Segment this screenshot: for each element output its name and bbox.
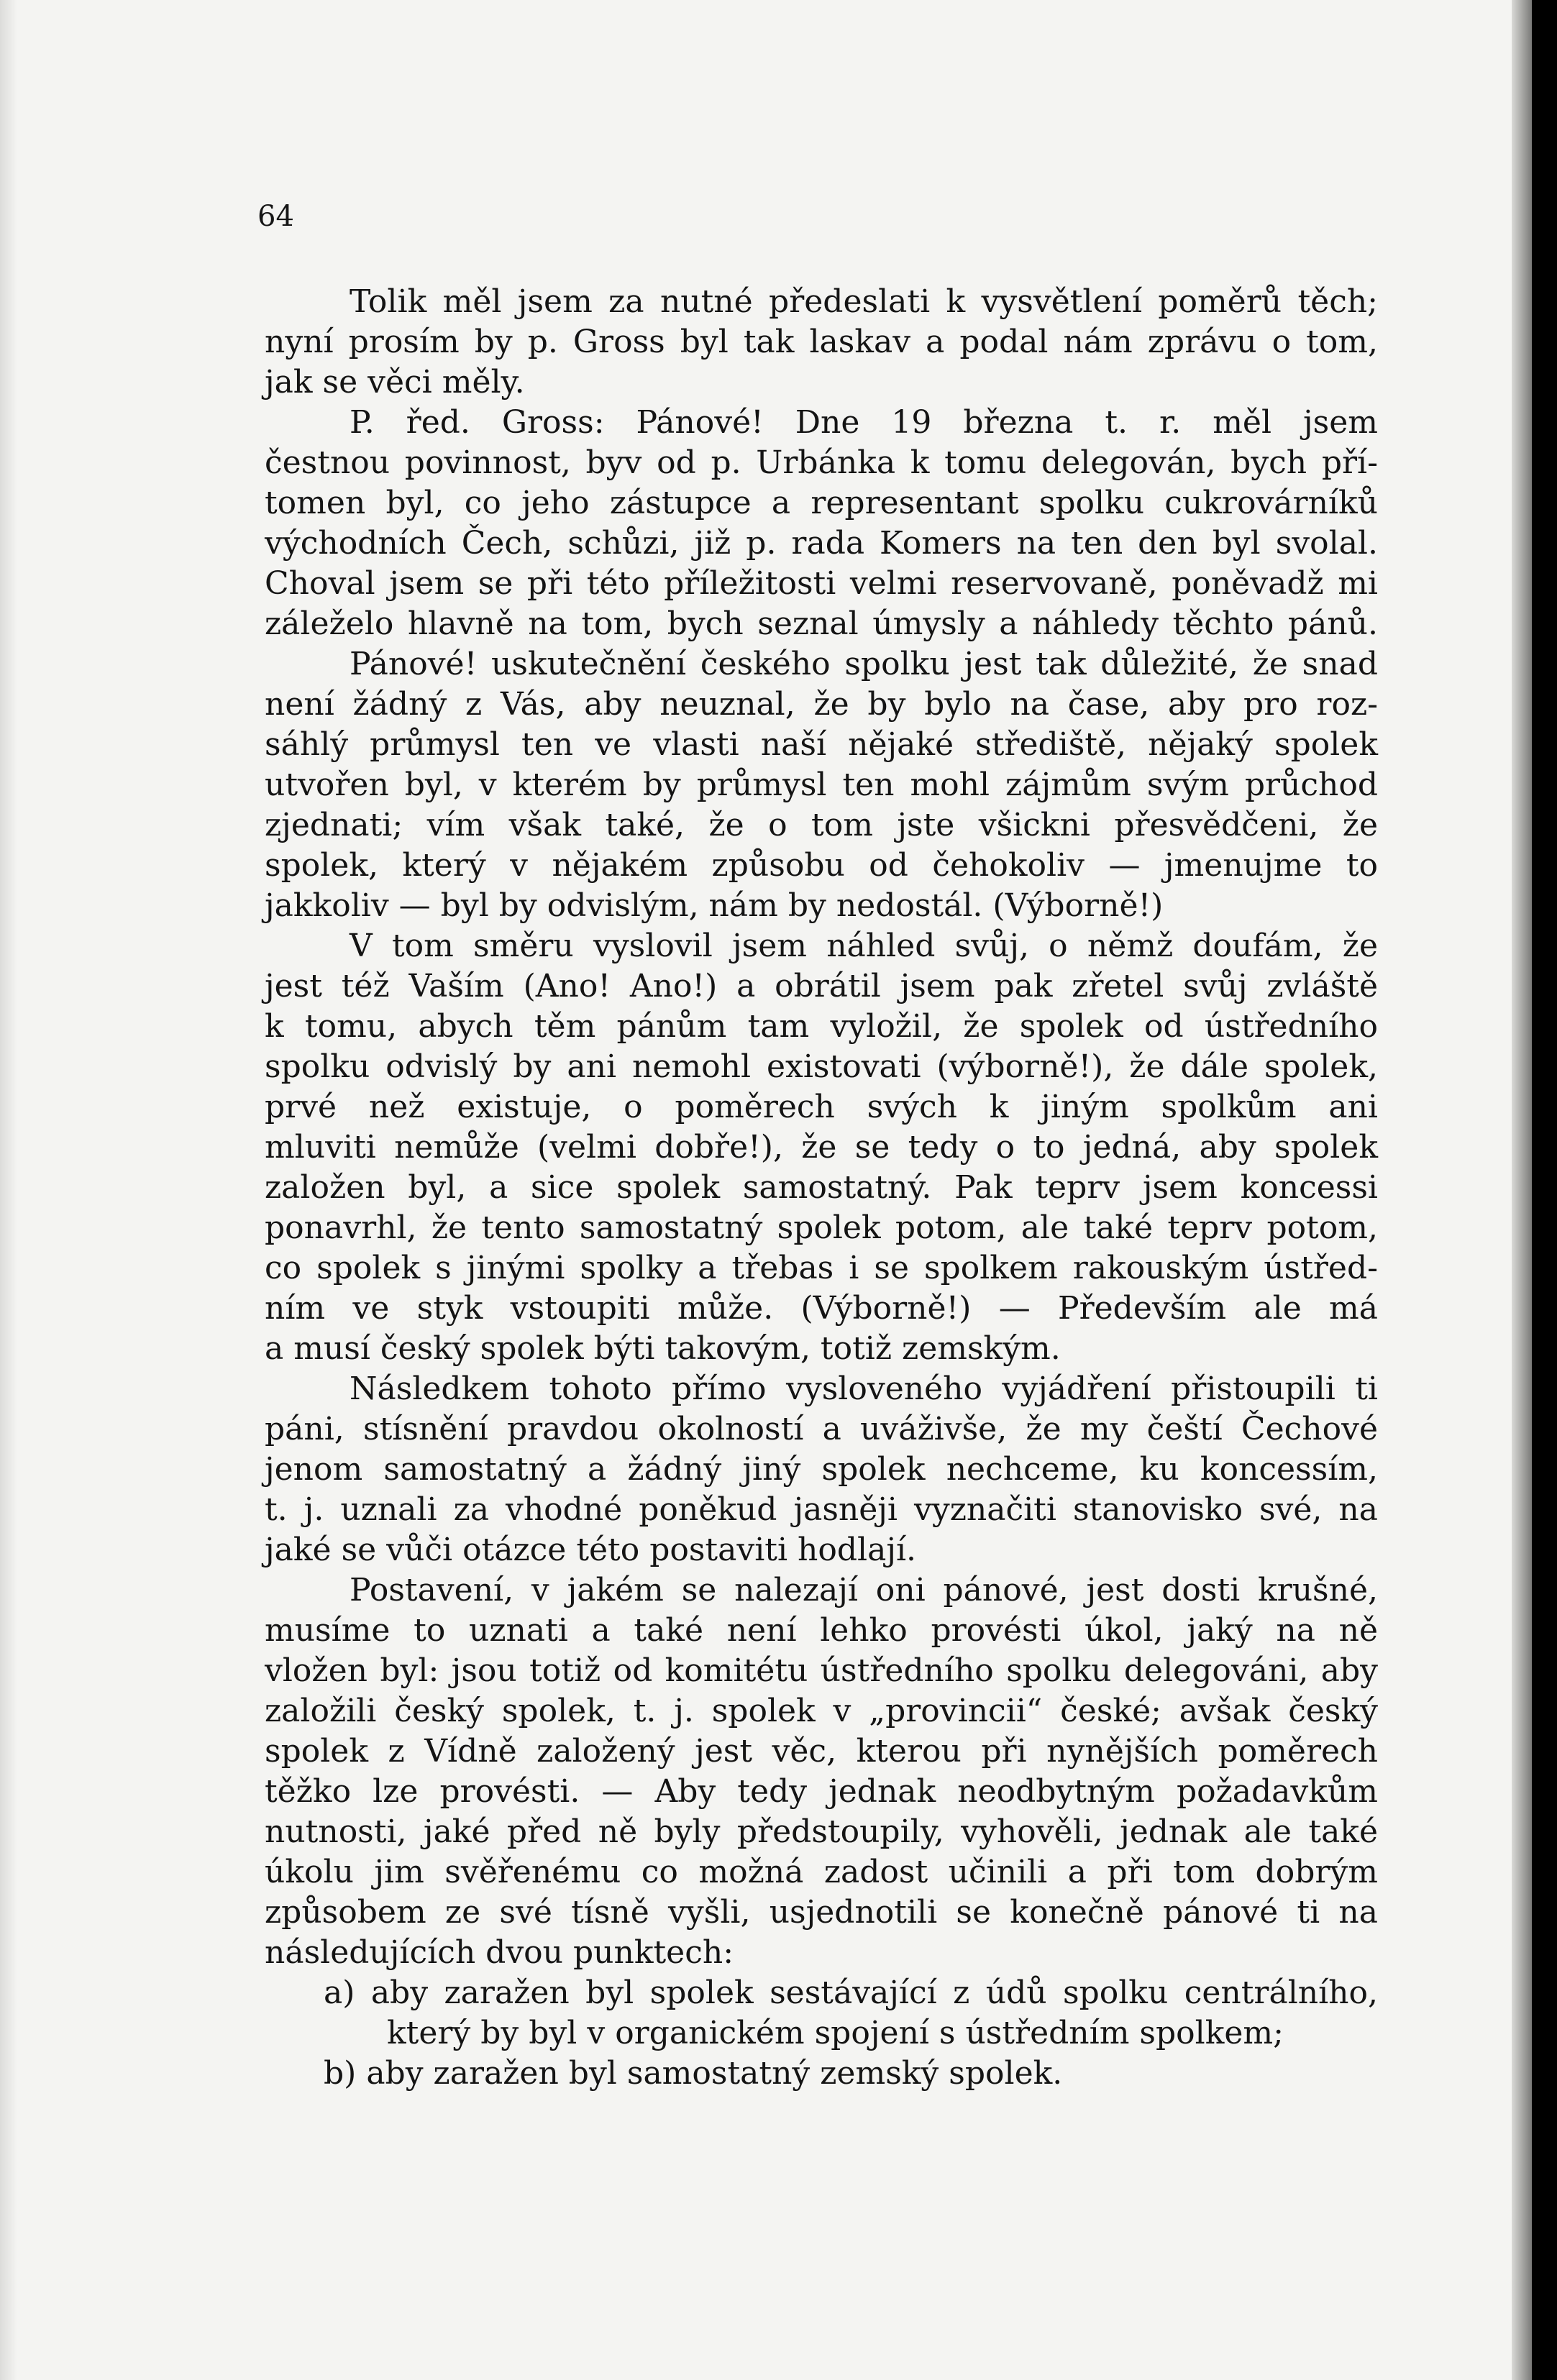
- text-line: není žádný z Vás, aby neuznal, že by bylo na čase, aby pro roz-: [265, 686, 1378, 723]
- text-line: Postavení, v jakém se nalezají oni pánové, jest dosti krušné,: [350, 1572, 1378, 1608]
- text-line: ponavrhl, že tento samostatný spolek potom, ale také teprv potom,: [265, 1209, 1378, 1246]
- text-line: Choval jsem se při této příležitosti velmi reservovaně, poněvadž mi: [265, 565, 1378, 602]
- text-line: prvé než existuje, o poměrech svých k jiným spolkům ani: [265, 1089, 1378, 1125]
- text-line: spolku odvislý by ani nemohl existovati (výborně!), že dále spolek,: [265, 1048, 1378, 1085]
- text-line: těžko lze provésti. — Aby tedy jednak neodbytným požadavkům: [265, 1773, 1378, 1810]
- text-line: čestnou povinnost, byv od p. Urbánka k tomu delegován, bych pří-: [265, 444, 1378, 481]
- text-line: nutnosti, jaké před ně byly předstoupily, vyhověli, jednak ale také: [265, 1813, 1378, 1850]
- text-line: jakkoliv — byl by odvislým, nám by nedostál. (Výborně!): [265, 887, 1164, 924]
- text-line: ním ve styk vstoupiti může. (Výborně!) — Především ale má: [265, 1290, 1378, 1327]
- page-edge-shadow: [1512, 0, 1532, 2380]
- text-line: Následkem tohoto přímo vysloveného vyjádření přistoupili ti: [350, 1370, 1378, 1407]
- text-line: mluviti nemůže (velmi dobře!), že se tedy o to jedná, aby spolek: [265, 1129, 1378, 1166]
- text-line: založen byl, a sice spolek samostatný. Pak teprv jsem koncessi: [265, 1169, 1378, 1206]
- text-line: jenom samostatný a žádný jiný spolek nechceme, ku koncessím,: [265, 1451, 1378, 1488]
- text-line: následujících dvou punktech:: [265, 1934, 734, 1971]
- text-line: jaké se vůči otázce této postaviti hodlají.: [265, 1532, 917, 1568]
- text-line: sáhlý průmysl ten ve vlasti naší nějaké střediště, nějaký spolek: [265, 726, 1378, 763]
- text-line: jest též Vaším (Ano! Ano!) a obrátil jsem pak zřetel svůj zvláště: [265, 968, 1378, 1004]
- text-line: Pánové! uskutečnění českého spolku jest tak důležité, že snad: [350, 646, 1378, 682]
- text-line: utvořen byl, v kterém by průmysl ten mohl zájmům svým průchod: [265, 766, 1378, 803]
- text-line: a musí český spolek býti takovým, totiž zemským.: [265, 1330, 1061, 1367]
- text-line: spolek, který v nějakém způsobu od čehokoliv — jmenujme to: [265, 847, 1378, 884]
- text-line: P. řed. Gross: Pánové! Dne 19 března t. r. měl jsem: [350, 404, 1378, 441]
- text-line: založili český spolek, t. j. spolek v „provincii“ české; avšak český: [265, 1693, 1378, 1729]
- text-line: nyní prosím by p. Gross byl tak laskav a podal nám zprávu o tom,: [265, 324, 1378, 360]
- list-item: a) aby zaražen byl spolek sestávající z údů spolku centrálního,: [324, 1974, 1378, 2011]
- text-line: Tolik měl jsem za nutné předeslati k vysvětlení poměrů těch;: [350, 283, 1378, 320]
- text-line: V tom směru vyslovil jsem náhled svůj, o němž doufám, že: [350, 928, 1378, 964]
- text-line: co spolek s jinými spolky a třebas i se spolkem rakouským ústřed-: [265, 1250, 1378, 1286]
- text-line: východních Čech, schůzi, již p. rada Komers na ten den byl svolal.: [265, 525, 1378, 562]
- text-line: jak se věci měly.: [265, 364, 525, 401]
- body-text: [265, 282, 1378, 2094]
- page-number: 64: [257, 200, 294, 233]
- text-line: páni, stísnění pravdou okolností a uváživše, že my čeští Čechové: [265, 1411, 1378, 1447]
- text-line: k tomu, abych těm pánům tam vyložil, že spolek od ústředního: [265, 1008, 1378, 1045]
- list-item: b) aby zaražen byl samostatný zemský spolek.: [324, 2055, 1063, 2092]
- text-line: způsobem ze své tísně vyšli, usjednotili se konečně pánové ti na: [265, 1894, 1378, 1931]
- text-line: zjednati; vím však také, že o tom jste všickni přesvědčeni, že: [265, 807, 1378, 843]
- text-line: spolek z Vídně založený jest věc, kterou při nynějších poměrech: [265, 1733, 1378, 1770]
- text-line: t. j. uznali za vhodné poněkud jasněji vyznačiti stanovisko své, na: [265, 1491, 1378, 1528]
- text-line: tomen byl, co jeho zástupce a representant spolku cukrovárníků: [265, 485, 1378, 521]
- text-line: vložen byl: jsou totiž od komitétu ústředního spolku delegováni, aby: [265, 1652, 1378, 1689]
- page-gutter-shade: [0, 0, 17, 2380]
- list-item-continuation: který by byl v organickém spojení s ústředním spolkem;: [387, 2015, 1284, 2051]
- text-line: musíme to uznati a také není lehko provésti úkol, jaký na ně: [265, 1612, 1378, 1649]
- text-line: záleželo hlavně na tom, bych seznal úmysly a náhledy těchto pánů.: [265, 605, 1378, 642]
- text-line: úkolu jim svěřenému co možná zadost učinili a při tom dobrým: [265, 1854, 1378, 1890]
